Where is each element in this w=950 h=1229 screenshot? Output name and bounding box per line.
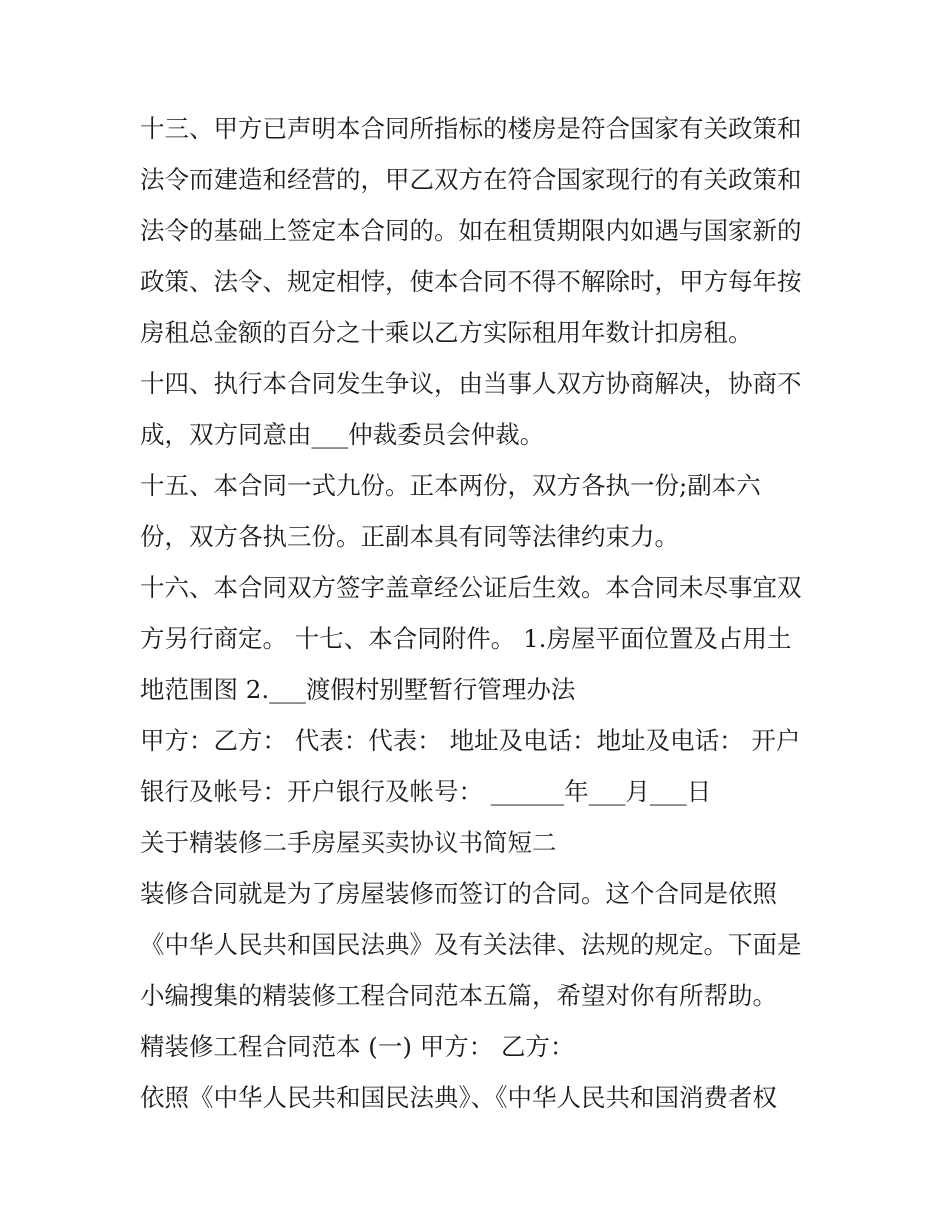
text-line: 银行及帐号：开户银行及帐号： ______年___月___日 xyxy=(140,777,712,806)
text-line: 装修合同就是为了房屋装修而签订的合同。这个合同是依照 xyxy=(140,879,777,908)
text-line: 十五、本合同一式九份。正本两份，双方各执一份;副本六 xyxy=(140,471,761,500)
text-line: 地范围图 2.___渡假村别墅暂行管理办法 xyxy=(140,675,576,704)
text-line: 法令而建造和经营的，甲乙双方在符合国家现行的有关政策和 xyxy=(140,165,802,194)
text-line: 《中华人民共和国民法典》及有关法律、法规的规定。下面是 xyxy=(140,930,802,959)
text-line: 政策、法令、规定相悖，使本合同不得不解除时，甲方每年按 xyxy=(140,267,802,296)
text-line: 十三、甲方已声明本合同所指标的楼房是符合国家有关政策和 xyxy=(140,114,802,143)
text-line: 精装修工程合同范本 (一) 甲方： 乙方： xyxy=(140,1032,575,1061)
text-line: 法令的基础上签定本合同的。如在租赁期限内如遇与国家新的 xyxy=(140,216,802,245)
section-heading: 关于精装修二手房屋买卖协议书简短二 xyxy=(140,828,557,857)
text-line: 十六、本合同双方签字盖章经公证后生效。本合同未尽事宜双 xyxy=(140,573,802,602)
text-line: 份，双方各执三份。正副本具有同等法律约束力。 xyxy=(140,522,679,551)
text-line: 房租总金额的百分之十乘以乙方实际租用年数计扣房租。 xyxy=(140,318,753,347)
text-line: 甲方：乙方： 代表：代表： 地址及电话：地址及电话： 开户 xyxy=(140,726,801,755)
text-line: 小编搜集的精装修工程合同范本五篇，希望对你有所帮助。 xyxy=(140,981,777,1010)
text-line: 依照《中华人民共和国民法典》、《中华人民共和国消费者权 xyxy=(140,1083,777,1112)
text-line: 成，双方同意由___仲裁委员会仲裁。 xyxy=(140,420,545,449)
text-line: 方另行商定。 十七、本合同附件。 1.房屋平面位置及占用土 xyxy=(140,624,792,653)
text-line: 十四、执行本合同发生争议，由当事人双方协商解决，协商不 xyxy=(140,369,802,398)
